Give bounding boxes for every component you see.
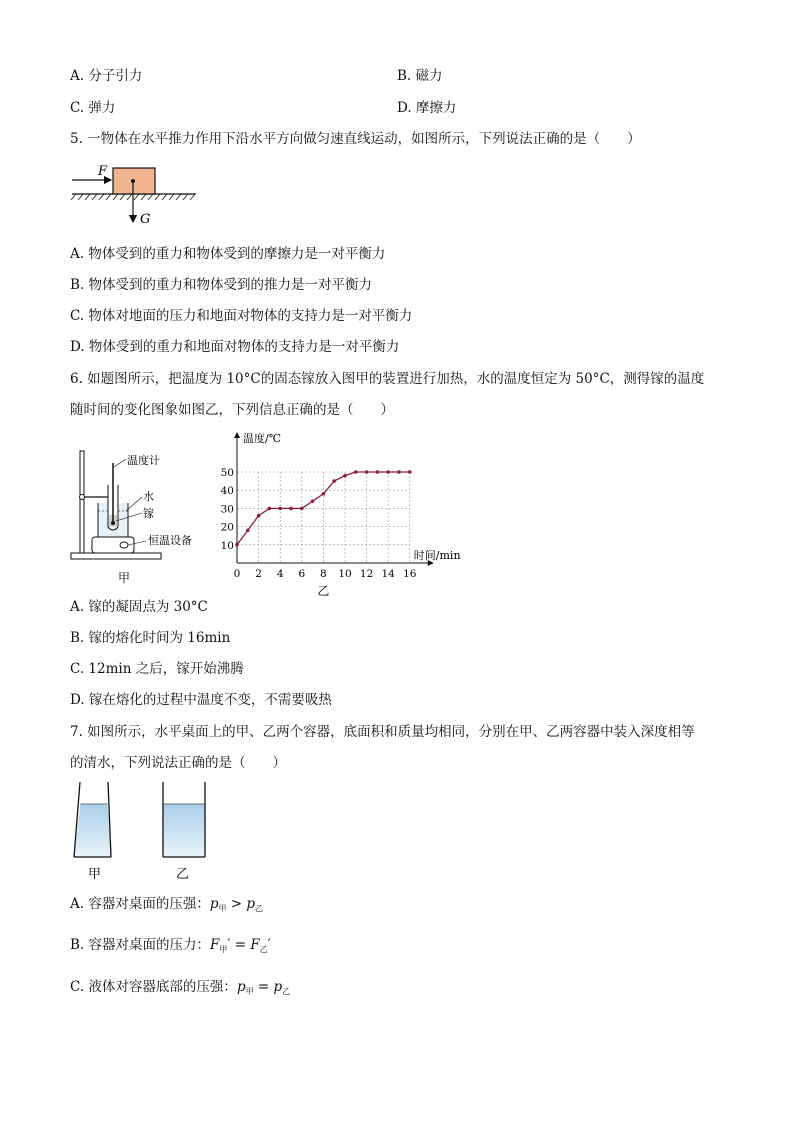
q7-option-a-expr: $p_甲 > p_乙$ bbox=[209, 896, 264, 913]
q7-stem-line1: 7. 如图所示，水平桌面上的甲、乙两个容器，底面积和质量均相同，分别在甲、乙两容器中装入深度相等 bbox=[70, 724, 695, 740]
q6-apparatus-figure bbox=[68, 445, 208, 590]
q5-option-a: A. 物体受到的重力和物体受到的摩擦力是一对平衡力 bbox=[70, 246, 386, 262]
label-water: 水 bbox=[143, 490, 154, 503]
x-tick-label: 8 bbox=[320, 568, 327, 580]
q7-containers-figure bbox=[68, 780, 218, 885]
data-point bbox=[257, 514, 261, 518]
q4-option-d: D. 摩擦力 bbox=[397, 100, 457, 116]
q7-stem-line2: 的清水，下列说法正确的是（ ） bbox=[70, 755, 286, 771]
data-point bbox=[289, 507, 293, 511]
y-axis-arrow bbox=[234, 432, 240, 438]
q5-stem: 5. 一物体在水平推力作用下沿水平方向做匀速直线运动，如图所示，下列说法正确的是（ ） bbox=[70, 131, 641, 147]
label-jia: 甲 bbox=[88, 867, 102, 882]
q6-option-d: D. 镓在熔化的过程中温度不变，不需要吸热 bbox=[70, 692, 332, 708]
stand-base bbox=[71, 553, 161, 559]
q6-temperature-chart bbox=[220, 428, 465, 598]
y-tick-label: 40 bbox=[220, 485, 234, 498]
x-axis-label: 时间/min bbox=[413, 549, 461, 562]
q6-option-c: C. 12min 之后，镓开始沸腾 bbox=[70, 661, 244, 677]
data-point bbox=[386, 470, 390, 474]
gravity-label: G bbox=[140, 212, 151, 227]
q6-stem-line2: 随时间的变化图象如图乙，下列信息正确的是（ ） bbox=[70, 402, 394, 418]
q7-option-b-prefix: B. 容器对桌面的压力： bbox=[70, 937, 211, 953]
q6-stem-line1: 6. 如题图所示，把温度为 10°C的固态镓放入图甲的装置进行加热，水的温度恒定为 50°C，测得镓的温度 bbox=[70, 371, 705, 387]
data-point bbox=[408, 470, 412, 474]
x-tick-label: 16 bbox=[403, 568, 417, 580]
data-point bbox=[343, 474, 347, 478]
data-point bbox=[235, 543, 239, 547]
data-point bbox=[397, 470, 401, 474]
q7-option-c-prefix: C. 液体对容器底部的压强： bbox=[70, 979, 237, 995]
container-yi-water bbox=[163, 804, 205, 857]
q7-option-b-expr: $F_甲' = F_乙'$ bbox=[210, 937, 271, 954]
q7-option-c-expr: $p_甲 = p_乙$ bbox=[236, 979, 291, 996]
caption-yi: 乙 bbox=[317, 584, 330, 598]
x-tick-label: 6 bbox=[298, 568, 306, 580]
data-point bbox=[322, 492, 326, 496]
x-tick-label: 0 bbox=[233, 568, 241, 580]
data-point bbox=[278, 507, 282, 511]
label-gallium: 镓 bbox=[143, 507, 154, 520]
q5-block-figure bbox=[70, 160, 200, 230]
label-heater: 恒温设备 bbox=[148, 534, 192, 547]
q7-option-a-prefix: A. 容器对桌面的压强： bbox=[70, 896, 210, 912]
data-point bbox=[246, 528, 250, 532]
q7-option-b bbox=[70, 936, 271, 959]
q6-option-a: A. 镓的凝固点为 30°C bbox=[70, 599, 208, 615]
force-label: F bbox=[98, 164, 108, 179]
x-tick-label: 10 bbox=[338, 568, 352, 580]
x-tick-label: 4 bbox=[276, 568, 284, 580]
q4-option-a: A. 分子引力 bbox=[70, 68, 143, 84]
y-tick-label: 10 bbox=[220, 539, 234, 552]
q7-option-a bbox=[70, 895, 263, 918]
q7-option-c bbox=[70, 978, 290, 1001]
caption-jia: 甲 bbox=[118, 571, 131, 585]
data-point bbox=[300, 507, 304, 511]
data-point bbox=[332, 479, 336, 483]
data-point bbox=[311, 499, 315, 503]
stand-rod bbox=[80, 451, 84, 553]
q4-option-c: C. 弹力 bbox=[70, 100, 116, 116]
y-tick-label: 30 bbox=[220, 503, 234, 516]
y-tick-label: 50 bbox=[220, 467, 234, 479]
x-tick-label: 14 bbox=[381, 568, 395, 580]
label-yi: 乙 bbox=[176, 867, 190, 882]
data-point bbox=[268, 507, 272, 511]
x-tick-label: 2 bbox=[255, 568, 262, 580]
q4-option-b: B. 磁力 bbox=[397, 68, 443, 84]
data-point bbox=[365, 470, 369, 474]
label-thermometer: 温度计 bbox=[127, 454, 160, 467]
x-tick-label: 12 bbox=[359, 568, 374, 580]
q5-option-d: D. 物体受到的重力和地面对物体的支持力是一对平衡力 bbox=[70, 339, 400, 355]
y-tick-label: 20 bbox=[220, 521, 234, 534]
data-point bbox=[354, 470, 358, 474]
q5-option-c: C. 物体对地面的压力和地面对物体的支持力是一对平衡力 bbox=[70, 308, 413, 324]
data-point bbox=[376, 470, 380, 474]
q6-option-b: B. 镓的熔化时间为 16min bbox=[70, 630, 231, 646]
y-axis-label: 温度/℃ bbox=[243, 432, 282, 445]
container-jia-water bbox=[74, 804, 111, 857]
q5-option-b: B. 物体受到的重力和物体受到的推力是一对平衡力 bbox=[70, 277, 373, 293]
